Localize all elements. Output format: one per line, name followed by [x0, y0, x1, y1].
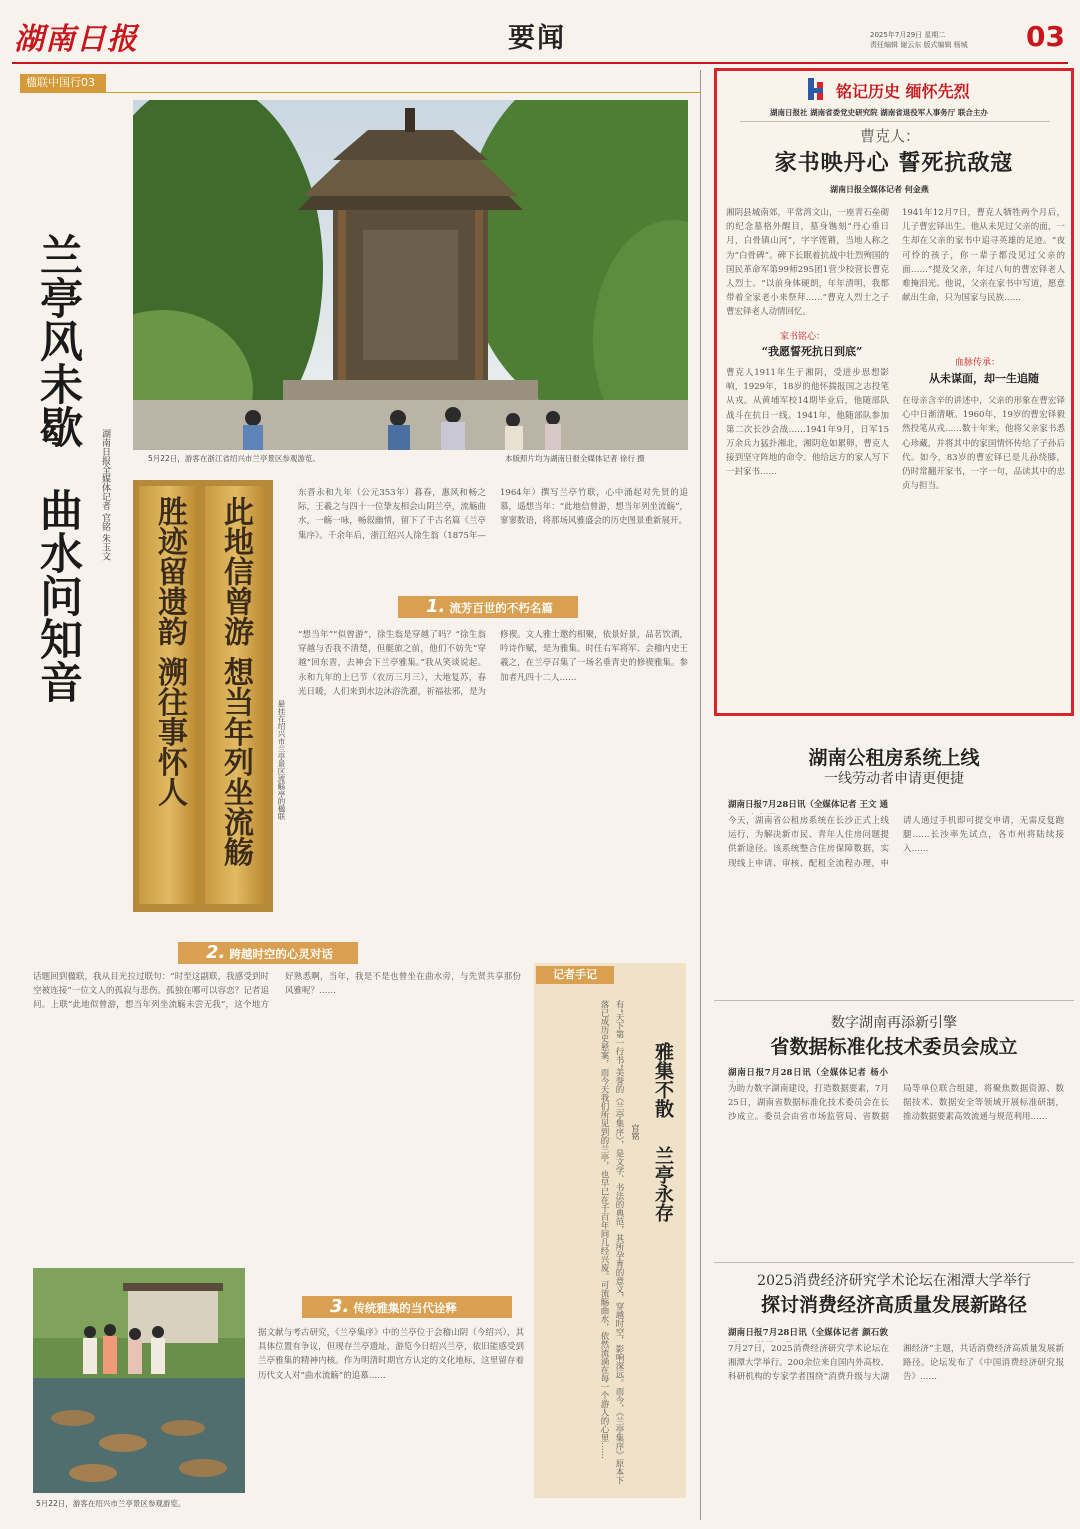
photo1-caption: 5月22日，游客在浙江省绍兴市兰亭景区参观游览。 [148, 454, 320, 463]
photo2-caption: 5月22日，游客在绍兴市兰亭景区参观游览。 [36, 1499, 186, 1508]
news2-rule [714, 1262, 1074, 1263]
section2-num: 2. [206, 942, 226, 963]
feature-organizers: 湖南日报社 湖南省委党史研究院 湖南省退役军人事务厅 联合主办 [770, 108, 988, 117]
news1-headline: 湖南公租房系统上线 [808, 747, 980, 769]
notes-title-part2: 兰亭永存 [652, 1146, 674, 1222]
section3-text: 据文献与考古研究，《兰亭集序》中的兰亭位于会稽山阴（今绍兴），其具体位置有争议，但现存兰亭遗址，游览今日绍兴兰亭，依旧能感受到兰亭雅集的精神内核。作为明清时期官方认定的文化地标，这里留存着历代文人对“曲水流觞”的追慕…… [258, 1328, 524, 1381]
feature-text4: 在母亲含辛的讲述中，父亲的形象在曹宏铎心中日渐清晰。1960年，19岁的曹宏铎毅然投笔从戎……数十年来，他将父亲家书悉心珍藏，并将其中的家国情怀传给了子孙后代。如今，83岁的曹宏铎已是儿孙绕膝，仍时常翻开家书，一字一句，品读其中的忠贞与担当。 [902, 396, 1065, 492]
news1-text: 今天，湖南省公租房系统在长沙正式上线运行，为解决新市民、青年人住房问题提供新途径。该系统整合住房保障数据，实现线上申请、审核、配租全流程办理，申请人通过手机即可提交申请，无需反复跑腿……长沙率先试点，各市州将陆续接入…… [728, 816, 1064, 869]
section1-num: 1. [426, 596, 446, 617]
feature-subhead2: 从未谋面，却一生追随 [929, 372, 1039, 385]
feature-headline: 家书映丹心 誓死抗敌寇 [774, 150, 1014, 176]
masthead [0, 0, 1080, 62]
lead-byline: 湖南日报全媒体记者 官铭 朱玉文 [100, 429, 110, 561]
feature-subhead1: “我愿誓死抗日到底” [761, 345, 863, 358]
lead-headline [34, 225, 86, 715]
feature-subhead1-label: 家书铭心： [780, 332, 826, 342]
feature-subhead2-label: 血脉传承： [955, 358, 1001, 368]
editors-line: 责任编辑 谢云东 版式编辑 杨城 [870, 41, 968, 49]
couplet-left-board [205, 486, 267, 904]
section1-title: 流芳百世的不朽名篇 [449, 601, 553, 615]
news3-byline: 湖南日报7月28日讯（全媒体记者 颜石敦 [728, 1328, 888, 1338]
feature-rule [740, 121, 1050, 122]
news2-headline: 省数据标准化技术委员会成立 [770, 1036, 1018, 1058]
couplet-right-text: 胜迹留遗韵 溯往事怀人 [152, 496, 187, 807]
newspaper-logo: 湖南日报 [14, 22, 138, 57]
news2-byline: 湖南日报7月28日讯（全媒体记者 杨小 [728, 1068, 888, 1078]
section-title: 要闻 [508, 23, 566, 54]
feature-banner: 铭记历史 缅怀先烈 [836, 82, 970, 101]
page-number: 03 [1026, 20, 1065, 53]
issue-date: 2025年7月29日 星期二 [870, 31, 946, 39]
banner-emblem-icon [806, 76, 830, 102]
news1-subhead: 一线劳动者申请更便捷 [824, 771, 964, 787]
couplet-caption: 悬挂在绍兴市兰亭景区流觞亭的楹联 [277, 700, 286, 820]
section2-title: 跨越时空的心灵对话 [229, 947, 333, 961]
news3-headline: 探讨消费经济高质量发展新路径 [760, 1294, 1027, 1316]
news1-rule [714, 1000, 1074, 1001]
lead-headline-part2: 曲水问知音 [33, 487, 83, 703]
masthead-rule [12, 62, 1068, 64]
notes-title-part1: 雅集不散 [652, 1042, 674, 1118]
dateline [870, 30, 1015, 50]
column-divider [700, 70, 701, 1520]
couplet-left-text: 此地信曾游 想当年列坐流觞 [218, 496, 253, 867]
photo1-credit: 本版照片均为湖南日报全媒体记者 徐行 摄 [505, 454, 645, 463]
news3-kicker: 2025消费经济研究学术论坛在湘潭大学举行 [757, 1273, 1031, 1289]
feature-text1: 湘阴县城南郊，平常湾文山，一座青石垒砌的纪念墓格外醒目，墓身镌刻“丹心垂日月，白骨镇山河”，字字铿锵，当地人称之为“白骨碑”。碑下长眠着抗战中壮烈殉国的国民革命军第99师295团1营少校营长曹克人烈士。“以前身体硬朗，年年清明，我都带着全家老小来祭拜……”曹克人烈士之子曹宏铎老人动情回忆。 [726, 208, 889, 318]
feature-byline: 湖南日报全媒体记者 何金燕 [830, 185, 929, 194]
notes-tag: 记者手记 [536, 966, 614, 984]
section3-num: 3. [330, 1296, 350, 1317]
section2-text: 话题回到楹联，我从目光拉过联句：“时至这副联，我感受到时空被连接”一位文人的孤寂与悲伤。孤独在哪可以容恋？记者追问。上联“此地似曾游，想当年列坐流觞未尝无我”，这个地方好熟悉啊，当年，我是不是也曾坐在曲水旁，与先贤共享那份风雅呢？…… [33, 972, 521, 1011]
section2-head [178, 942, 358, 964]
pavilion-photo [133, 100, 688, 450]
garden-photo [33, 1268, 245, 1493]
feature-text2: 曹克人1911年生于湘阴，受进步思想影响，1929年，18岁的他怀揣报国之志投笔从戎。从黄埔军校14期毕业后，他随部队战斗在抗日一线。1941年，他随部队参加第二次长沙会战……1941年9月，日军15万余兵力猛扑湘北，湘阴危如累卵，曹克人接到坚守阵地的命令。他给远方的家人写下一封家书…… [726, 368, 889, 478]
series-rule [20, 92, 700, 93]
news1-byline: 湖南日报7月28日讯（全媒体记者 王文 通 [728, 800, 888, 810]
series-tag: 楹联中国行03 [20, 74, 106, 92]
notes-text: 有“天下第一行书”美誉的《兰亭集序》，是文学、书法的典范，其所孕育的意义，穿越时空，影响深远。而今，《兰亭集序》原本下落已成历史悬案，而今天我们所见到的兰亭，也早已在千百年间几经兴废。可流觞曲水，依然流淌在每一个游人的心里…… [599, 1000, 624, 1485]
news3-text: 7月27日，2025消费经济研究学术论坛在湘潭大学举行。200余位来自国内外高校、科研机构的专家学者围绕“消费升级与大湖湘经济”主题，共话消费经济高质量发展新路径。论坛发布了《中国消费经济研究报告》…… [728, 1344, 1064, 1383]
notes-author: 官铭 [631, 1124, 640, 1140]
couplet-photo [133, 480, 273, 912]
lead-intro-text: 东晋永和九年（公元353年）暮春，惠风和畅之际，王羲之与四十一位挚友相会山阴兰亭，流觞曲水，一觞一咏，畅叙幽情，留下了千古名篇《兰亭集序》。千余年后，浙江绍兴人徐生翁（1875年—1964年）撰写兰亭竹联，心中涌起对先贤的追慕，遥想当年：“此地信曾游，想当年列坐流觞”，寥寥数语，将那场风雅盛会的历史图景重新展开。 [298, 488, 688, 541]
feature-subject: 曹克人： [860, 127, 921, 145]
section1-head [398, 596, 578, 618]
lead-headline-part1: 兰亭风未歇 [33, 232, 83, 448]
news2-kicker: 数字湖南再添新引擎 [831, 1015, 957, 1031]
couplet-right-board [139, 486, 199, 904]
section3-head [302, 1296, 512, 1318]
news2-text: 为助力数字湖南建设，打造数据要素，7月25日，湖南省数据标准化技术委员会在长沙成立。委员会由省市场监管局、省数据局等单位联合组建，将聚焦数据资源、数据技术、数据安全等领域开展标准研制，推动数据要素高效流通与规范利用…… [728, 1084, 1064, 1123]
feature-text3: 1941年12月7日，曹克人牺牲两个月后，儿子曹宏铎出生。他从未见过父亲的面，一生却在父亲的家书中追寻英雄的足迹。“夜可怜的孩子，你一辈子都没见过父亲的面……”提及父亲，年过八旬的曹宏铎老人难掩泪光。他说，父亲在家书中写道，愿意献出生命，只为国家与民族…… [902, 208, 1065, 304]
section3-title: 传统雅集的当代诠释 [353, 1301, 457, 1315]
section1-text: “想当年”“似曾游”，徐生翁是穿越了吗？“徐生翁穿越与否我不清楚，但艇旅之前，他们不妨先“穿越”回东晋，去神会下兰亭雅集。”我从笑谈说起。永和九年的上巳节（农历三月三），大地复苏，春光日暖，人们来到水边沐浴洗濯，祈福祛邪，是为修禊。文人雅士邀约相聚，依景好景，品茗饮酒，吟诗作赋，是为雅集。时任右军将军、会稽内史王羲之，在兰亭召集了一场名垂青史的修禊雅集。参加者凡四十二人…… [298, 630, 688, 697]
